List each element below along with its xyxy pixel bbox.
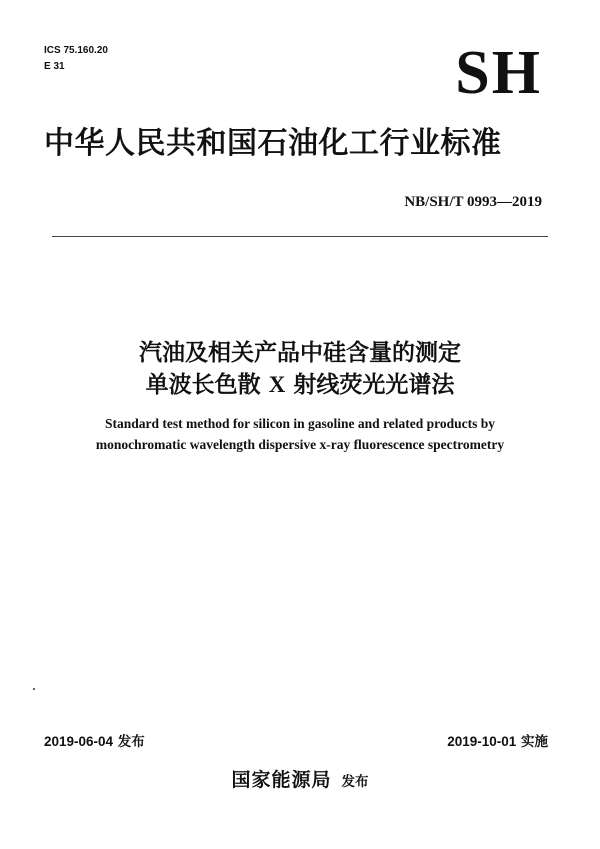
title-chinese-line-2-x: X [268,372,286,397]
title-chinese-line-2-part-a: 单波长色散 [145,372,261,398]
publish-date-value: 2019-06-04 [44,734,114,749]
sh-logo: SH [455,39,542,107]
title-chinese-line-1: 汽油及相关产品中硅含量的测定 [139,340,461,366]
title-english-line-2: monochromatic wavelength dispersive x-ray fluorescence spectrometry [95,437,505,452]
title-chinese-line-2-part-b: 射线荧光光谱法 [293,372,455,398]
scan-speck [33,688,35,690]
standard-number: NB/SH/T 0993—2019 [404,194,542,210]
implement-date-label: 实施 [521,734,548,750]
publish-date [44,733,145,751]
title-english-line-1: Standard test method for silicon in gasoline and related products by [104,416,496,431]
issuer-line [0,768,600,794]
ccs-code: E 31 [44,61,65,72]
ics-code: ICS 75.160.20 [44,45,108,56]
title-chinese-line-2 [0,370,600,400]
header-divider [52,236,548,237]
publish-date-label: 发布 [117,734,145,750]
implement-date [447,733,548,751]
issuer-name: 国家能源局 [231,769,332,791]
issue-word: 发布 [341,774,369,790]
standard-organization-title: 中华人民共和国石油化工行业标准 [44,126,502,161]
implement-date-value: 2019-10-01 [447,734,517,749]
